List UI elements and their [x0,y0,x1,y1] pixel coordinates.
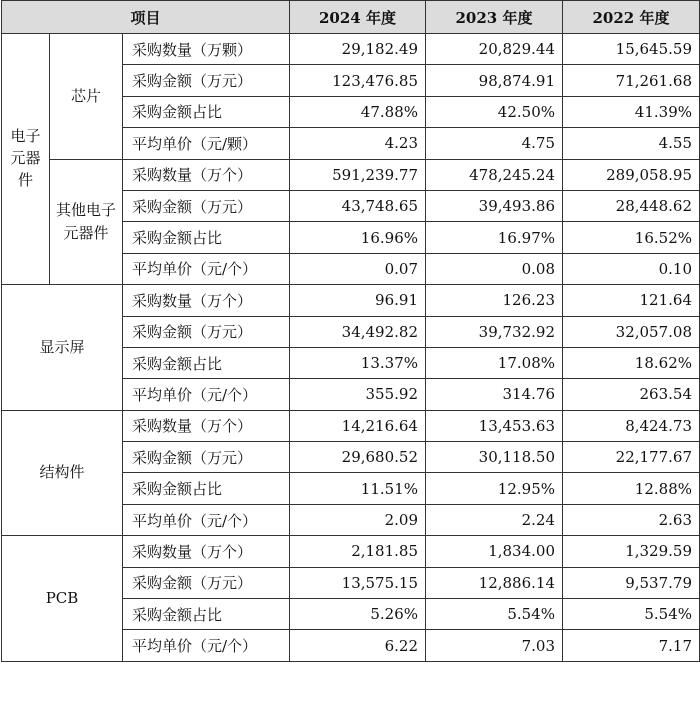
cell-2023: 12,886.14 [426,567,563,598]
cell-2024: 4.23 [290,128,426,159]
metric-label: 采购数量（万个） [123,410,290,441]
cell-2022: 22,177.67 [563,442,700,473]
cell-2024: 13.37% [290,347,426,378]
metric-label: 采购数量（万颗） [123,34,290,65]
cell-2022: 28,448.62 [563,190,700,221]
cell-2024: 2,181.85 [290,536,426,567]
cell-2022: 16.52% [563,222,700,253]
cell-2022: 263.54 [563,379,700,410]
subgroup-chip: 芯片 [50,34,123,160]
metric-label: 平均单价（元/个） [123,253,290,284]
group-pcb: PCB [2,536,123,662]
cell-2023: 39,493.86 [426,190,563,221]
metric-label: 采购金额（万元） [123,316,290,347]
cell-2022: 71,261.68 [563,65,700,96]
cell-2024: 47.88% [290,96,426,127]
cell-2024: 96.91 [290,285,426,316]
cell-2022: 0.10 [563,253,700,284]
cell-2023: 5.54% [426,599,563,630]
cell-2023: 12.95% [426,473,563,504]
metric-label: 平均单价（元/个） [123,504,290,535]
cell-2024: 43,748.65 [290,190,426,221]
metric-label: 平均单价（元/个） [123,379,290,410]
cell-2023: 13,453.63 [426,410,563,441]
cell-2022: 4.55 [563,128,700,159]
cell-2024: 123,476.85 [290,65,426,96]
group-electronic-components: 电子元器件 [2,34,50,285]
cell-2023: 16.97% [426,222,563,253]
group-structural-parts: 结构件 [2,410,123,536]
table-row [2,159,700,190]
header-item: 项目 [2,1,290,34]
cell-2024: 34,492.82 [290,316,426,347]
cell-2024: 16.96% [290,222,426,253]
cell-2024: 29,182.49 [290,34,426,65]
cell-2022: 8,424.73 [563,410,700,441]
cell-2022: 5.54% [563,599,700,630]
cell-2022: 32,057.08 [563,316,700,347]
cell-2024: 6.22 [290,630,426,661]
cell-2022: 12.88% [563,473,700,504]
metric-label: 平均单价（元/个） [123,630,290,661]
cell-2022: 9,537.79 [563,567,700,598]
cell-2023: 39,732.92 [426,316,563,347]
table-row [2,536,700,567]
cell-2024: 29,680.52 [290,442,426,473]
cell-2023: 126.23 [426,285,563,316]
cell-2023: 478,245.24 [426,159,563,190]
cell-2023: 4.75 [426,128,563,159]
metric-label: 采购金额占比 [123,96,290,127]
metric-label: 采购金额占比 [123,599,290,630]
cell-2023: 314.76 [426,379,563,410]
procurement-table [1,0,700,662]
header-2022: 2022 年度 [563,1,700,34]
cell-2023: 17.08% [426,347,563,378]
cell-2024: 355.92 [290,379,426,410]
cell-2024: 11.51% [290,473,426,504]
table-row [2,285,700,316]
cell-2022: 18.62% [563,347,700,378]
metric-label: 采购数量（万个） [123,536,290,567]
cell-2024: 591,239.77 [290,159,426,190]
header-row [2,1,700,34]
cell-2022: 2.63 [563,504,700,535]
cell-2023: 0.08 [426,253,563,284]
table-row [2,410,700,441]
cell-2024: 14,216.64 [290,410,426,441]
metric-label: 采购金额（万元） [123,442,290,473]
metric-label: 采购金额占比 [123,473,290,504]
metric-label: 采购金额占比 [123,222,290,253]
cell-2022: 1,329.59 [563,536,700,567]
cell-2023: 2.24 [426,504,563,535]
header-2024: 2024 年度 [290,1,426,34]
cell-2022: 121.64 [563,285,700,316]
cell-2023: 98,874.91 [426,65,563,96]
metric-label: 采购数量（万个） [123,159,290,190]
table-row [2,34,700,65]
metric-label: 采购金额（万元） [123,65,290,96]
cell-2023: 20,829.44 [426,34,563,65]
cell-2022: 41.39% [563,96,700,127]
cell-2024: 2.09 [290,504,426,535]
cell-2022: 7.17 [563,630,700,661]
metric-label: 采购金额（万元） [123,190,290,221]
cell-2022: 15,645.59 [563,34,700,65]
cell-2023: 7.03 [426,630,563,661]
cell-2023: 42.50% [426,96,563,127]
cell-2024: 0.07 [290,253,426,284]
metric-label: 采购数量（万个） [123,285,290,316]
group-display: 显示屏 [2,285,123,411]
metric-label: 采购金额（万元） [123,567,290,598]
subgroup-other-electronic-components: 其他电子元器件 [50,159,123,285]
cell-2024: 5.26% [290,599,426,630]
header-2023: 2023 年度 [426,1,563,34]
cell-2024: 13,575.15 [290,567,426,598]
cell-2023: 30,118.50 [426,442,563,473]
metric-label: 平均单价（元/颗） [123,128,290,159]
cell-2023: 1,834.00 [426,536,563,567]
metric-label: 采购金额占比 [123,347,290,378]
cell-2022: 289,058.95 [563,159,700,190]
